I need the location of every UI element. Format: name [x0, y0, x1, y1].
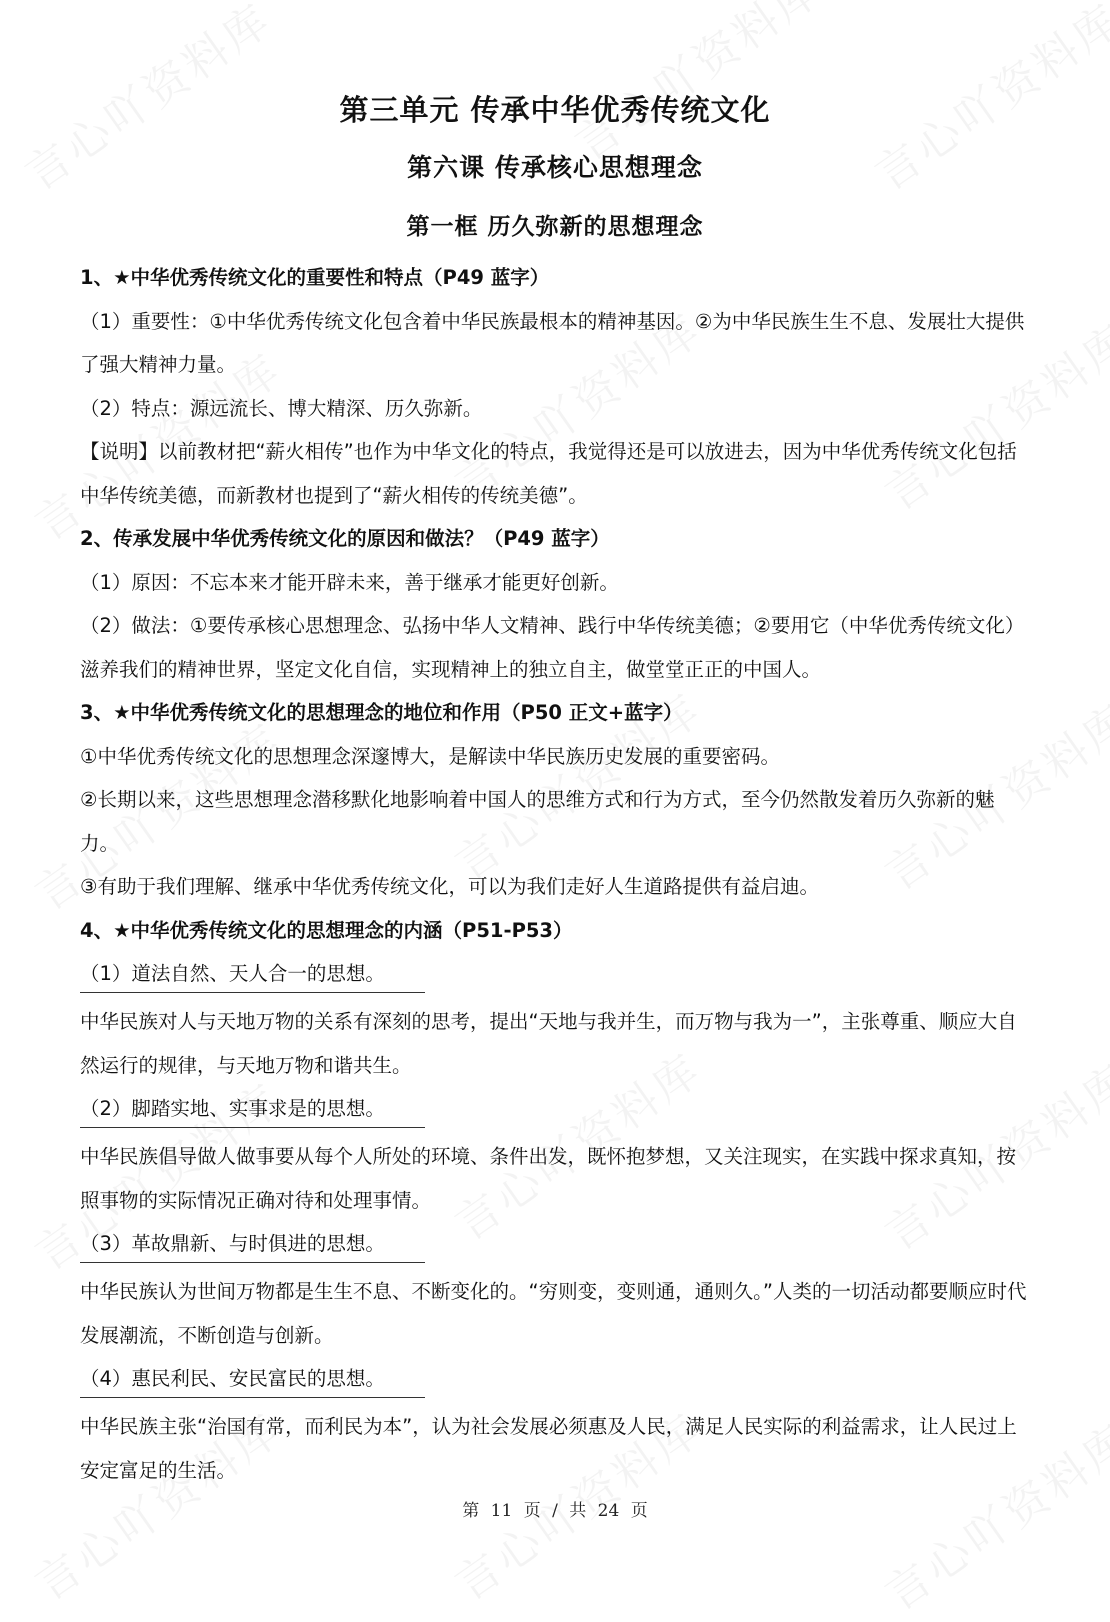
watermark [560, 0, 833, 172]
item-body: 中华民族倡导做人做事要从每个人所处的环境、条件出发，既怀抱梦想，又关注现实，在实践中探求真知，按照事物的实际情况正确对待和处理事情。 [80, 1145, 1017, 1212]
document-body [80, 256, 1030, 1492]
lesson-title: 第六课 传承核心思想理念 [407, 153, 703, 182]
paragraph: （2）特点：源远流长、博大精深、历久弥新。 [80, 396, 483, 420]
item-title-wrapper [80, 1087, 1030, 1135]
item-title: （2）脚踏实地、实事求是的思想。 [80, 1091, 425, 1128]
item-body: 中华民族对人与天地万物的关系有深刻的思考，提出“天地与我并生，而万物与我为一”，主张尊重、顺应大自然运行的规律，与天地万物和谐共生。 [80, 1010, 1017, 1077]
note-paragraph: 【说明】以前教材把“薪火相传”也作为中华文化的特点，我觉得还是可以放进去，因为中华优秀传统文化包括中华传统美德，而新教材也提到了“薪火相传的传统美德”。 [80, 440, 1017, 507]
paragraph: ①中华优秀传统文化的思想理念深邃博大，是解读中华民族历史发展的重要密码。 [80, 744, 780, 768]
paragraph: ②长期以来，这些思想理念潜移默化地影响着中国人的思维方式和行为方式，至今仍然散发着历久弥新的魅力。 [80, 788, 995, 855]
section-heading: 3、★中华优秀传统文化的思想理念的地位和作用（P50 正文+蓝字） [80, 701, 683, 724]
paragraph: （2）做法：①要传承核心思想理念、弘扬中华人文精神、践行中华传统美德；②要用它（中华优秀传统文化）滋养我们的精神世界，坚定文化自信，实现精神上的独立自主，做堂堂正正的中国人。 [80, 614, 1025, 681]
unit-title: 第三单元 传承中华优秀传统文化 [339, 93, 771, 127]
item-title: （4）惠民利民、安民富民的思想。 [80, 1361, 425, 1398]
section-heading: 4、★中华优秀传统文化的思想理念的内涵（P51-P53） [80, 918, 573, 942]
paragraph: （1）原因：不忘本来才能开辟未来，善于继承才能更好创新。 [80, 570, 619, 594]
section-heading: 1、★中华优秀传统文化的重要性和特点（P49 蓝字） [80, 266, 550, 289]
item-title-wrapper [80, 1222, 1030, 1270]
section-heading: 2、传承发展中华优秀传统文化的原因和做法？（P49 蓝字） [80, 527, 610, 550]
item-title: （1）道法自然、天人合一的思想。 [80, 956, 425, 993]
item-body: 中华民族主张“治国有常，而利民为本”，认为社会发展必须惠及人民，满足人民实际的利益需求，让人民过上安定富足的生活。 [80, 1415, 1017, 1482]
page-number: 第 11 页 / 共 24 页 [462, 1501, 648, 1521]
item-body: 中华民族认为世间万物都是生生不息、不断变化的。“穷则变，变则通，通则久。”人类的一切活动都要顺应时代发展潮流，不断创造与创新。 [80, 1280, 1027, 1347]
item-title-wrapper [80, 952, 1030, 1000]
item-title-wrapper [80, 1357, 1030, 1405]
section-title: 第一框 历久弥新的思想理念 [406, 214, 704, 240]
paragraph: （1）重要性：①中华优秀传统文化包含着中华民族最根本的精神基因。②为中华民族生生不息、发展壮大提供了强大精神力量。 [80, 309, 1025, 376]
item-title: （3）革故鼎新、与时俱进的思想。 [80, 1226, 425, 1263]
paragraph: ③有助于我们理解、继承中华优秀传统文化，可以为我们走好人生道路提供有益启迪。 [80, 875, 819, 898]
